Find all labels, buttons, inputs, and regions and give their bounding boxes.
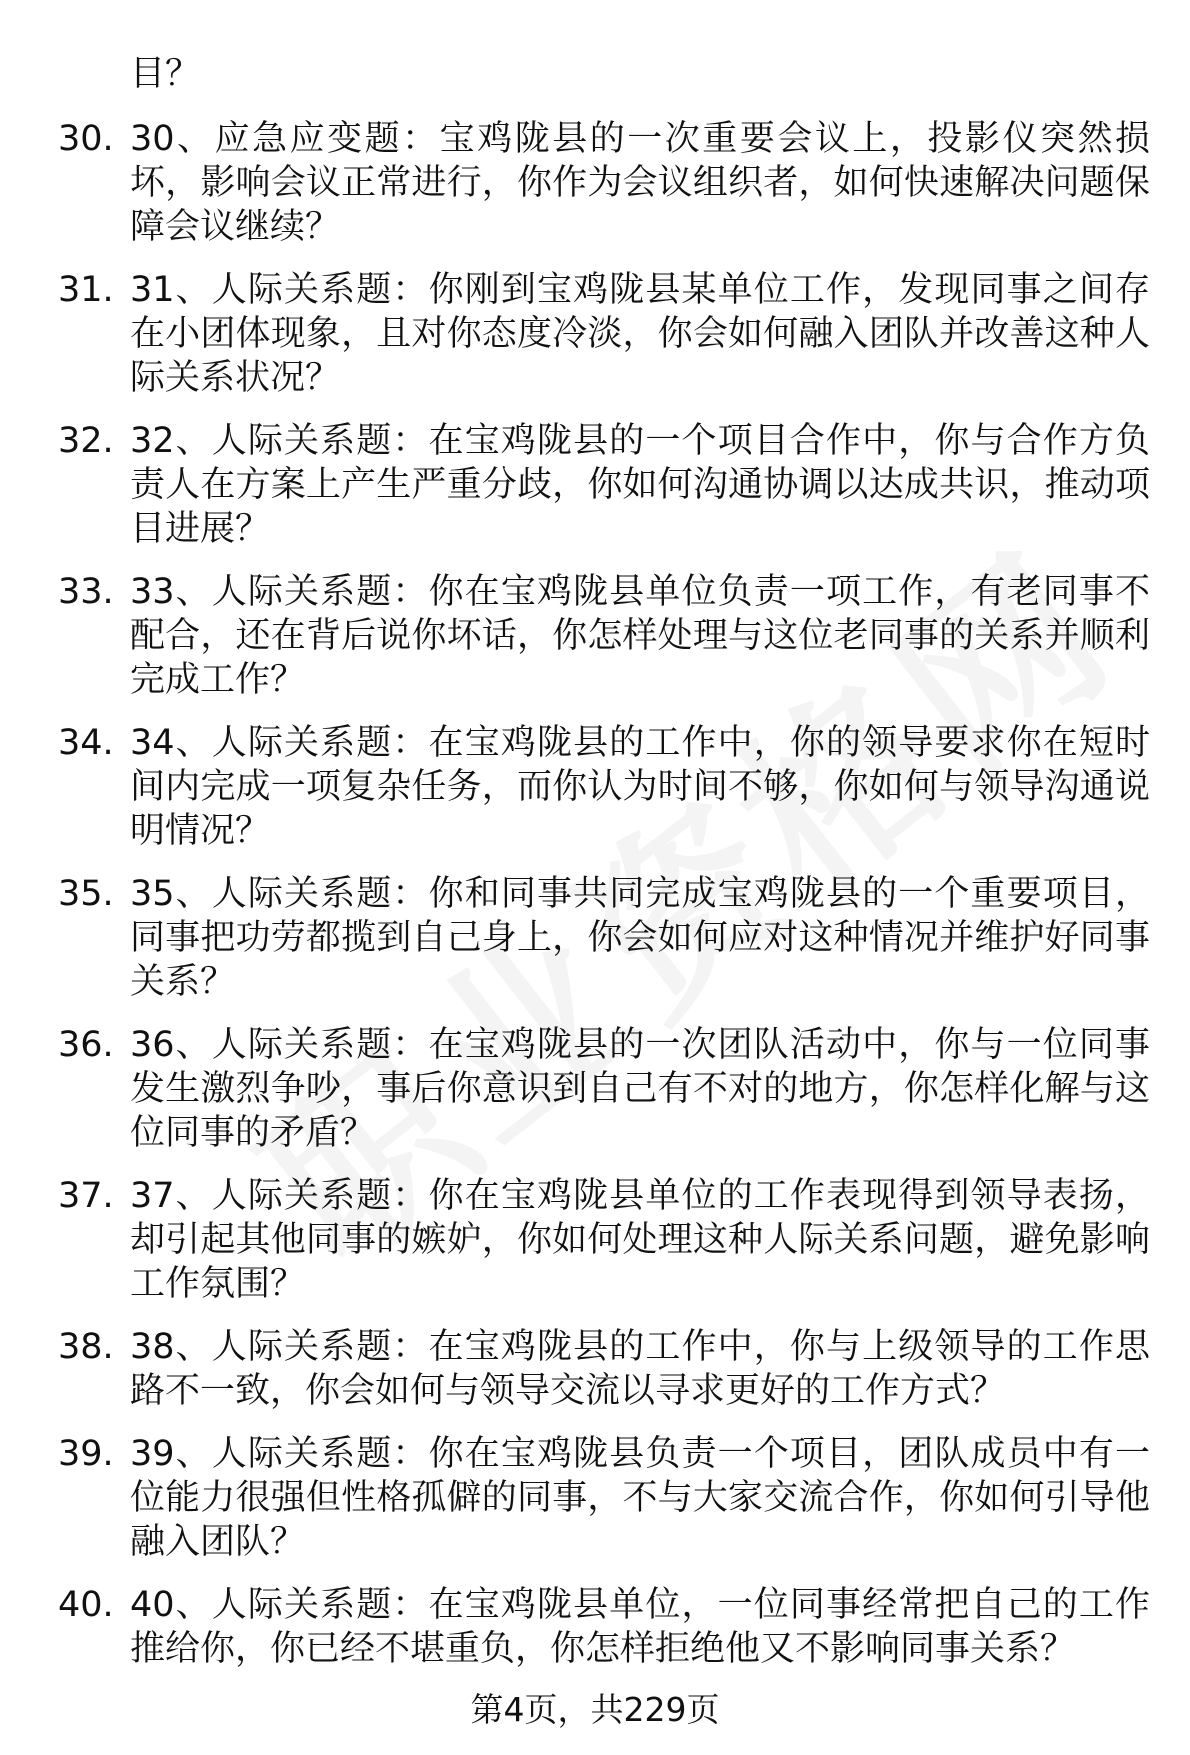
continuation-text: 目？ (130, 54, 201, 94)
question-item (58, 1325, 1148, 1413)
question-number: 31. (58, 270, 114, 310)
question-item (58, 419, 1148, 551)
question-item (58, 1023, 1148, 1155)
question-item (58, 1432, 1148, 1564)
question-number: 34. (58, 723, 114, 763)
question-number: 40. (58, 1585, 114, 1625)
question-text: 33、人际关系题：你在宝鸡陇县单位负责一项工作，有老同事不配合，还在背后说你坏话，你怎样处理与这位老同事的关系并顺利完成工作？ (130, 572, 1150, 700)
question-number: 32. (58, 421, 114, 461)
question-number: 38. (58, 1327, 114, 1367)
question-number: 33. (58, 572, 114, 612)
question-number: 30. (58, 119, 114, 159)
question-text: 40、人际关系题：在宝鸡陇县单位，一位同事经常把自己的工作推给你，你已经不堪重负，你怎样拒绝他又不影响同事关系？ (130, 1585, 1150, 1669)
question-text: 32、人际关系题：在宝鸡陇县的一个项目合作中，你与合作方负责人在方案上产生严重分歧，你如何沟通协调以达成共识，推动项目进展？ (130, 421, 1150, 549)
question-text: 30、应急应变题：宝鸡陇县的一次重要会议上，投影仪突然损坏，影响会议正常进行，你作为会议组织者，如何快速解决问题保障会议继续？ (130, 119, 1150, 247)
question-text: 39、人际关系题：你在宝鸡陇县负责一个项目，团队成员中有一位能力很强但性格孤僻的同事，不与大家交流合作，你如何引导他融入团队？ (130, 1434, 1150, 1562)
question-text: 35、人际关系题：你和同事共同完成宝鸡陇县的一个重要项目，同事把功劳都揽到自己身上，你会如何应对这种情况并维护好同事关系？ (130, 874, 1150, 1002)
question-item (58, 117, 1148, 249)
question-text: 31、人际关系题：你刚到宝鸡陇县某单位工作，发现同事之间存在小团体现象，且对你态度冷淡，你会如何融入团队并改善这种人际关系状况？ (130, 270, 1150, 398)
question-item (58, 570, 1148, 702)
question-item (58, 872, 1148, 1004)
question-item (58, 1583, 1148, 1671)
question-item (58, 268, 1148, 400)
question-text: 38、人际关系题：在宝鸡陇县的工作中，你与上级领导的工作思路不一致，你会如何与领导交流以寻求更好的工作方式？ (130, 1327, 1150, 1411)
question-number: 37. (58, 1176, 114, 1216)
question-number: 35. (58, 874, 114, 914)
question-text: 37、人际关系题：你在宝鸡陇县单位的工作表现得到领导表扬，却引起其他同事的嫉妒，你如何处理这种人际关系问题，避免影响工作氛围？ (130, 1176, 1150, 1304)
question-number: 39. (58, 1434, 114, 1474)
question-item (58, 721, 1148, 853)
question-list (58, 117, 1148, 1690)
question-number: 36. (58, 1025, 114, 1065)
question-item (58, 1174, 1148, 1306)
page-footer: 第4页，共229页 (470, 1690, 720, 1729)
question-text: 36、人际关系题：在宝鸡陇县的一次团队活动中，你与一位同事发生激烈争吵，事后你意识到自己有不对的地方，你怎样化解与这位同事的矛盾？ (130, 1025, 1150, 1153)
question-text: 34、人际关系题：在宝鸡陇县的工作中，你的领导要求你在短时间内完成一项复杂任务，而你认为时间不够，你如何与领导沟通说明情况？ (130, 723, 1150, 851)
